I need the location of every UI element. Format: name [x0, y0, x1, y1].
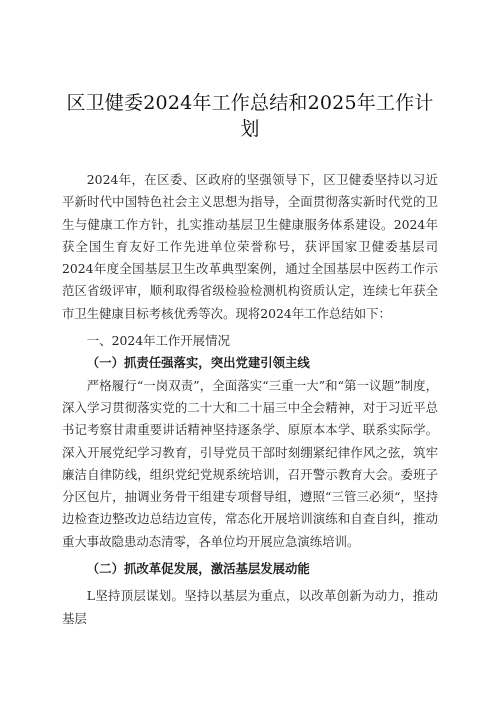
subsection-heading-2: （二）抓改革促发展，激活基层发展动能: [86, 561, 310, 577]
intro-paragraph: 2024年，在区委、区政府的坚强领导下，区卫健委坚持以习近平新时代中国特色社会主义思想为指导，全面贯彻落实新时代党的卫生与健康工作方针，扎实推动基层卫生健康服务体系建设。2024年获全国生育友好工作先进单位荣誉称号，获评国家卫健委基层司2024年度全国基层卫生改革典型案例，通过全国基层中医药工作示范区省级评审，顺利取得省级检验检测机构资质认定，连续七年获全市卫生健康目标考核优秀等次。现将2024年工作总结如下：: [62, 172, 438, 321]
section-heading-1: 一、2024年工作开展情况: [86, 333, 230, 349]
document-body: [62, 169, 438, 630]
subsection-heading-1: （一）抓责任强落实，突出党建引领主线: [86, 355, 310, 371]
subsection-2-paragraph: L坚持顶层谋划。坚持以基层为重点，以改革创新为动力，推动基层: [62, 588, 438, 626]
subsection-1-paragraph: 严格履行“一岗双责”，全面落实“三重一大”和“第一议题”制度，深入学习贯彻落实党的二十大和二十届三中全会精神，对于习近平总书记考察甘肃重要讲话精神坚持逐条学、原原本本学、联系实际学。深入开展党纪学习教育，引导党员干部时刻绷紧纪律作风之弦，筑牢廉洁自律防线，组织党纪党规系统培训，召开警示教育大会。委班子分区包片，抽调业务骨干组建专项督导组，遵照“三管三必须“，坚持边检查边整改边总结边宣传，常态化开展培训演练和自查自纠，推动重大事故隐患动态清零，各单位均开展应急演练培训。: [62, 377, 438, 549]
document-title: 区卫健委2024年工作总结和2025年工作计划: [66, 92, 434, 140]
